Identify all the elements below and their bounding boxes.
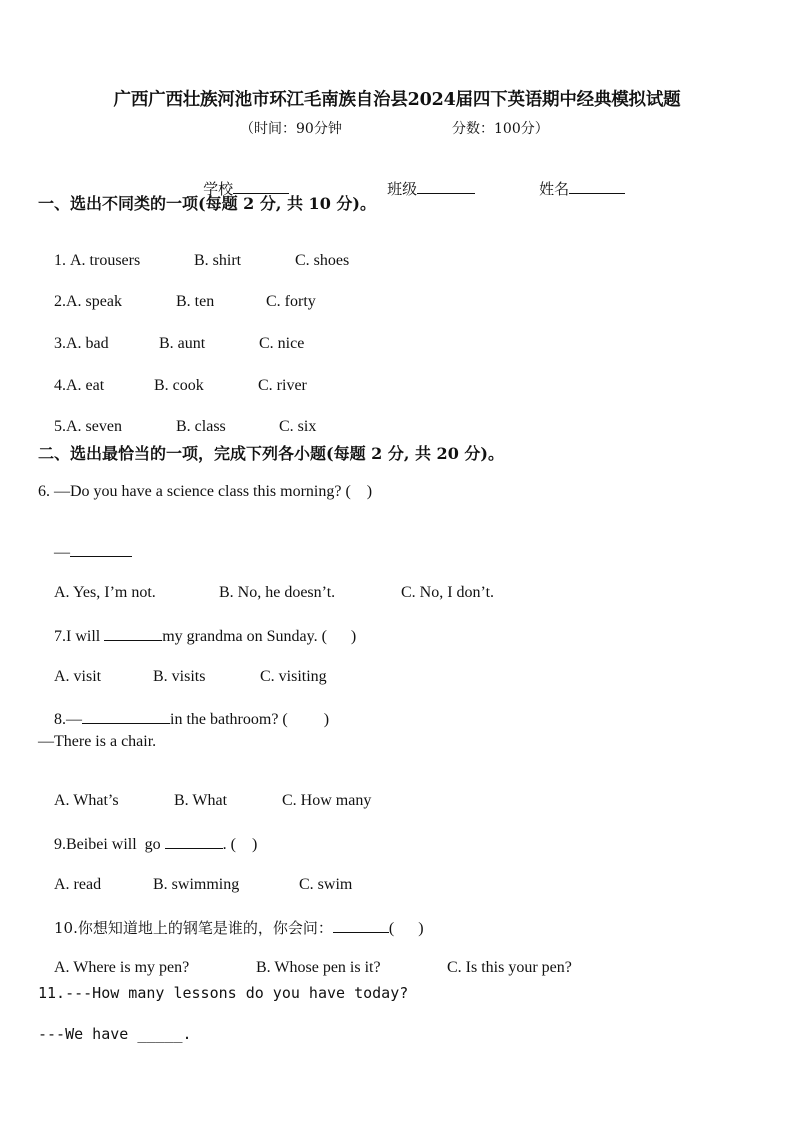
option-c[interactable]: C. river — [258, 377, 307, 394]
option-c[interactable]: C. forty — [266, 293, 316, 310]
option-a[interactable]: A. speak — [66, 293, 122, 310]
option-a[interactable]: A. What’s — [54, 792, 119, 809]
stem-text: 9.Beibei will go — [54, 836, 165, 853]
answer-blank[interactable] — [70, 542, 132, 557]
option-c[interactable]: C. No, I don’t. — [401, 584, 495, 601]
option-b[interactable]: B. visits — [153, 668, 206, 685]
option-c[interactable]: C. visiting — [260, 668, 327, 685]
option-b[interactable]: B. What — [174, 792, 228, 809]
question-number: 2. — [54, 293, 66, 310]
option-c[interactable]: C. swim — [299, 876, 353, 893]
question-number: 1. — [54, 252, 70, 269]
name-label: 姓名 — [539, 180, 570, 198]
stem-text: in the bathroom? ( ) — [170, 711, 330, 728]
option-b[interactable]: B. ten — [176, 293, 215, 310]
question-number: 5. — [54, 418, 66, 435]
section1-heading: 一、选出不同类的一项(每题 2 分, 共 10 分)。 — [38, 194, 376, 213]
option-a[interactable]: A. bad — [66, 335, 109, 352]
question-6-stem: 6. —Do you have a science class this morning? ( ) — [38, 483, 373, 500]
option-a[interactable]: A. seven — [66, 418, 122, 435]
class-blank[interactable] — [417, 179, 475, 194]
option-c[interactable]: C. How many — [282, 792, 372, 809]
option-a[interactable]: A. eat — [66, 377, 105, 394]
question-8-reply: —There is a chair. — [38, 733, 157, 750]
answer-blank[interactable] — [82, 709, 170, 724]
question-number: 3. — [54, 335, 66, 352]
exam-time: （时间：90分钟 — [240, 121, 342, 137]
stem-text: 8.— — [54, 711, 82, 728]
option-a[interactable]: A. read — [54, 876, 102, 893]
option-c[interactable]: C. shoes — [295, 252, 350, 269]
option-b[interactable]: B. swimming — [153, 876, 240, 893]
answer-blank[interactable] — [333, 918, 389, 933]
option-b[interactable]: B. shirt — [194, 252, 242, 269]
exam-title: 广西广西壮族河池市环江毛南族自治县2024届四下英语期中经典模拟试题 — [113, 90, 681, 110]
dash: — — [54, 544, 70, 561]
option-b[interactable]: B. No, he doesn’t. — [219, 584, 336, 601]
class-field — [368, 160, 475, 217]
name-blank[interactable] — [569, 179, 625, 194]
option-a[interactable]: A. visit — [54, 668, 102, 685]
option-c[interactable]: C. Is this your pen? — [447, 959, 572, 976]
option-a[interactable]: A. trousers — [70, 252, 141, 269]
stem-text: 10.你想知道地上的钢笔是谁的，你会问： — [54, 919, 333, 937]
section2-heading: 二、选出最恰当的一项，完成下列各小题(每题 2 分, 共 20 分)。 — [38, 444, 504, 463]
stem-text: my grandma on Sunday. ( ) — [162, 628, 357, 645]
question-number: 4. — [54, 377, 66, 394]
name-field — [520, 160, 625, 217]
answer-blank[interactable] — [104, 626, 162, 641]
class-label: 班级 — [387, 180, 418, 198]
stem-text: ( ) — [388, 920, 424, 937]
option-c[interactable]: C. six — [279, 418, 317, 435]
option-b[interactable]: B. class — [176, 418, 226, 435]
option-b[interactable]: B. Whose pen is it? — [256, 959, 381, 976]
answer-blank[interactable] — [165, 834, 223, 849]
option-a[interactable]: A. Where is my pen? — [54, 959, 190, 976]
option-c[interactable]: C. nice — [259, 335, 305, 352]
option-b[interactable]: B. aunt — [159, 335, 206, 352]
option-a[interactable]: A. Yes, I’m not. — [54, 584, 156, 601]
stem-text: 7.I will — [54, 628, 105, 645]
question-11-reply: ---We have _____. — [38, 1025, 192, 1043]
school-label: 学校 — [203, 180, 234, 198]
exam-score: 分数：100分） — [452, 121, 549, 137]
question-11-stem: 11.---How many lessons do you have today? — [38, 984, 409, 1002]
stem-text: . ( ) — [222, 836, 258, 853]
option-b[interactable]: B. cook — [154, 377, 204, 394]
